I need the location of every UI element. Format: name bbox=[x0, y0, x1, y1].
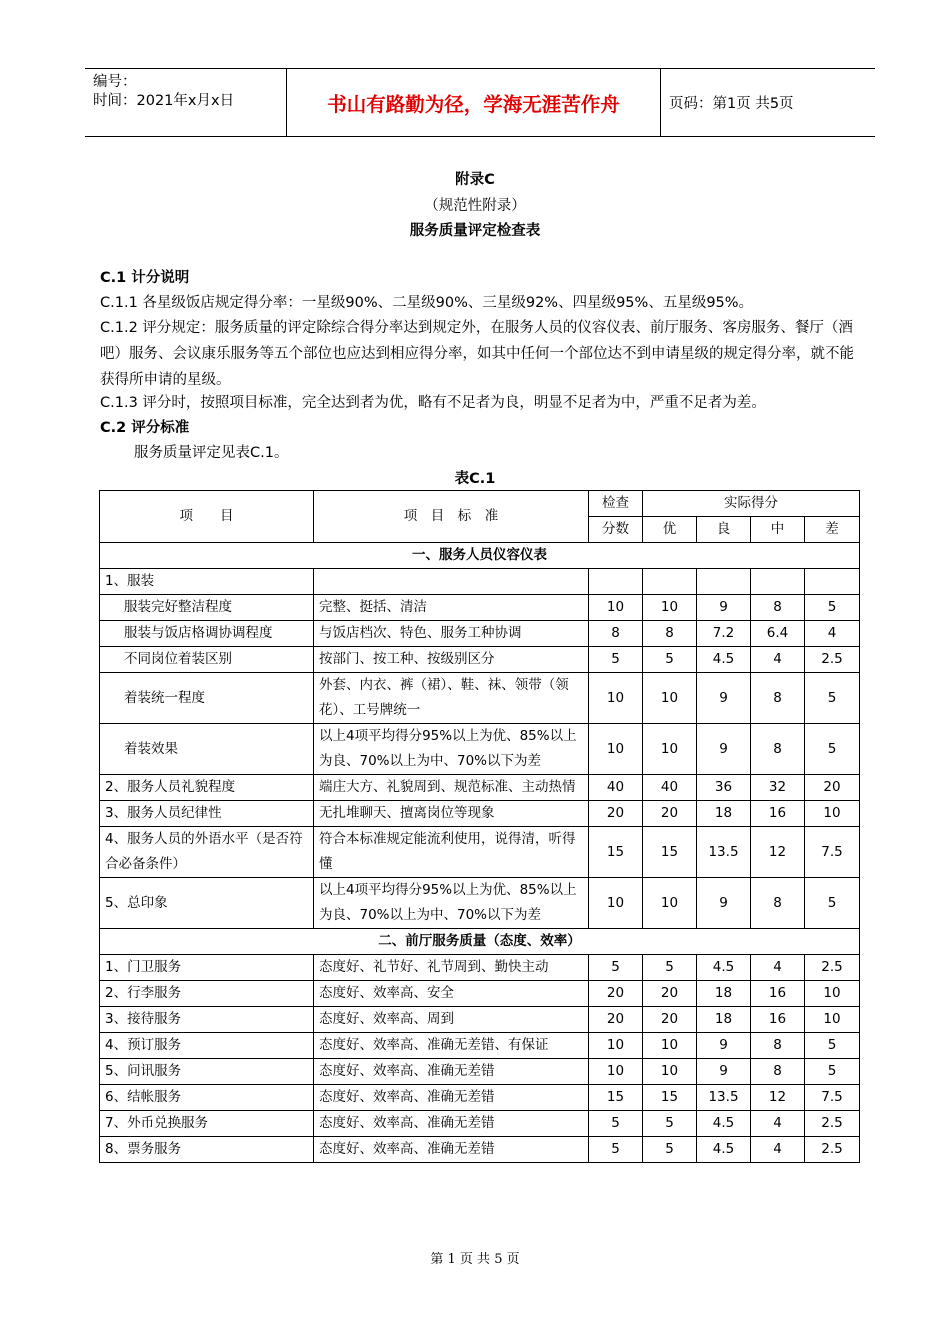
cell-item: 1、服装 bbox=[100, 569, 314, 595]
cell-poor: 5 bbox=[805, 1033, 860, 1059]
cell-score: 15 bbox=[589, 827, 643, 878]
header-slogan: 书山有路勤为径，学海无涯苦作舟 bbox=[286, 69, 661, 136]
cell-poor: 7.5 bbox=[805, 1085, 860, 1111]
cell-poor: 5 bbox=[805, 878, 860, 929]
cell-medium: 16 bbox=[751, 1007, 805, 1033]
cell-poor: 2.5 bbox=[805, 955, 860, 981]
cell-good: 9 bbox=[697, 878, 751, 929]
cell-poor: 2.5 bbox=[805, 1111, 860, 1137]
page-footer: 第 1 页 共 5 页 bbox=[430, 1252, 520, 1267]
cell-excellent: 5 bbox=[643, 647, 697, 673]
header-medium: 中 bbox=[751, 517, 805, 543]
cell-item: 2、服务人员礼貌程度 bbox=[100, 775, 314, 801]
header-time: 时间：2021年x月x日 bbox=[93, 93, 235, 109]
cell-medium: 8 bbox=[751, 673, 805, 724]
table-row bbox=[100, 1085, 860, 1111]
cell-poor bbox=[805, 569, 860, 595]
cell-score: 20 bbox=[589, 1007, 643, 1033]
table-row bbox=[100, 775, 860, 801]
cell-item: 8、票务服务 bbox=[100, 1137, 314, 1163]
cell-item: 4、预订服务 bbox=[100, 1033, 314, 1059]
cell-item: 服装完好整洁程度 bbox=[100, 595, 314, 621]
cell-standard: 态度好、效率高、准确无差错 bbox=[314, 1137, 589, 1163]
cell-good bbox=[697, 569, 751, 595]
cell-score: 10 bbox=[589, 673, 643, 724]
cell-standard: 外套、内衣、裤（裙）、鞋、袜、领带（领花）、工号牌统一 bbox=[314, 673, 589, 724]
cell-excellent: 5 bbox=[643, 1111, 697, 1137]
table-row bbox=[100, 878, 860, 929]
cell-poor: 4 bbox=[805, 621, 860, 647]
header-number: 编号： bbox=[93, 74, 137, 90]
cell-score bbox=[589, 569, 643, 595]
cell-medium bbox=[751, 569, 805, 595]
cell-standard: 符合本标准规定能流利使用，说得清，听得懂 bbox=[314, 827, 589, 878]
section-c1-heading: C.1 计分说明 bbox=[100, 270, 190, 286]
table-row bbox=[100, 981, 860, 1007]
paragraph-c2: 服务质量评定见表C.1。 bbox=[134, 445, 289, 461]
cell-medium: 4 bbox=[751, 1111, 805, 1137]
cell-excellent: 5 bbox=[643, 955, 697, 981]
cell-excellent: 10 bbox=[643, 878, 697, 929]
cell-standard: 态度好、效率高、准确无差错 bbox=[314, 1059, 589, 1085]
cell-excellent: 5 bbox=[643, 1137, 697, 1163]
cell-item: 3、接待服务 bbox=[100, 1007, 314, 1033]
cell-score: 5 bbox=[589, 955, 643, 981]
cell-good: 18 bbox=[697, 801, 751, 827]
cell-item: 6、结帐服务 bbox=[100, 1085, 314, 1111]
cell-poor: 20 bbox=[805, 775, 860, 801]
table-row bbox=[100, 955, 860, 981]
cell-poor: 5 bbox=[805, 1059, 860, 1085]
cell-medium: 8 bbox=[751, 878, 805, 929]
paragraph-c1-3: C.1.3 评分时，按照项目标准，完全达到者为优，略有不足者为良，明显不足者为中，严重不足者为差。 bbox=[100, 395, 766, 411]
cell-standard: 按部门、按工种、按级别区分 bbox=[314, 647, 589, 673]
cell-medium: 32 bbox=[751, 775, 805, 801]
cell-excellent: 15 bbox=[643, 1085, 697, 1111]
cell-item: 不同岗位着装区别 bbox=[100, 647, 314, 673]
appendix-title: 附录C bbox=[455, 172, 495, 188]
cell-standard: 态度好、效率高、准确无差错 bbox=[314, 1111, 589, 1137]
cell-good: 13.5 bbox=[697, 827, 751, 878]
cell-good: 9 bbox=[697, 1059, 751, 1085]
section-c2-heading: C.2 评分标准 bbox=[100, 420, 190, 436]
cell-excellent: 8 bbox=[643, 621, 697, 647]
cell-score: 10 bbox=[589, 1033, 643, 1059]
cell-excellent: 40 bbox=[643, 775, 697, 801]
cell-medium: 12 bbox=[751, 827, 805, 878]
table-row bbox=[100, 724, 860, 775]
header-item: 项 目 bbox=[100, 491, 314, 543]
cell-item: 3、服务人员纪律性 bbox=[100, 801, 314, 827]
cell-good: 9 bbox=[697, 1033, 751, 1059]
cell-item: 1、门卫服务 bbox=[100, 955, 314, 981]
cell-poor: 5 bbox=[805, 673, 860, 724]
page-title: 服务质量评定检查表 bbox=[409, 223, 541, 239]
cell-item: 2、行李服务 bbox=[100, 981, 314, 1007]
cell-poor: 10 bbox=[805, 981, 860, 1007]
cell-excellent: 20 bbox=[643, 981, 697, 1007]
cell-medium: 8 bbox=[751, 1033, 805, 1059]
table-row bbox=[100, 1007, 860, 1033]
section-row-appearance: 一、服务人员仪容仪表 bbox=[100, 543, 860, 569]
cell-item: 着装统一程度 bbox=[100, 673, 314, 724]
cell-score: 10 bbox=[589, 878, 643, 929]
cell-good: 4.5 bbox=[697, 1111, 751, 1137]
cell-excellent: 10 bbox=[643, 673, 697, 724]
cell-standard: 以上4项平均得分95%以上为优、85%以上为良、70%以上为中、70%以下为差 bbox=[314, 724, 589, 775]
cell-standard: 无扎堆聊天、擅离岗位等现象 bbox=[314, 801, 589, 827]
cell-medium: 16 bbox=[751, 801, 805, 827]
cell-good: 36 bbox=[697, 775, 751, 801]
cell-poor: 2.5 bbox=[805, 647, 860, 673]
cell-good: 9 bbox=[697, 595, 751, 621]
cell-medium: 8 bbox=[751, 724, 805, 775]
cell-standard: 态度好、效率高、准确无差错 bbox=[314, 1085, 589, 1111]
cell-good: 4.5 bbox=[697, 1137, 751, 1163]
cell-standard: 态度好、效率高、准确无差错、有保证 bbox=[314, 1033, 589, 1059]
cell-score: 20 bbox=[589, 801, 643, 827]
cell-good: 18 bbox=[697, 981, 751, 1007]
cell-score: 5 bbox=[589, 1111, 643, 1137]
table-row bbox=[100, 569, 860, 595]
cell-poor: 2.5 bbox=[805, 1137, 860, 1163]
section-row-front-desk: 二、前厅服务质量（态度、效率） bbox=[100, 929, 860, 955]
header-excellent: 优 bbox=[643, 517, 697, 543]
cell-medium: 8 bbox=[751, 1059, 805, 1085]
cell-medium: 4 bbox=[751, 955, 805, 981]
cell-item: 4、服务人员的外语水平（是否符合必备条件） bbox=[100, 827, 314, 878]
header-actual-score: 实际得分 bbox=[643, 491, 860, 517]
header-poor: 差 bbox=[805, 517, 860, 543]
cell-standard: 态度好、效率高、安全 bbox=[314, 981, 589, 1007]
table-caption: 表C.1 bbox=[454, 471, 496, 487]
header-standard: 项 目 标 准 bbox=[314, 491, 589, 543]
cell-poor: 7.5 bbox=[805, 827, 860, 878]
cell-good: 9 bbox=[697, 673, 751, 724]
table-row bbox=[100, 827, 860, 878]
cell-excellent bbox=[643, 569, 697, 595]
section2-body bbox=[100, 955, 860, 1163]
cell-poor: 5 bbox=[805, 595, 860, 621]
cell-item: 着装效果 bbox=[100, 724, 314, 775]
cell-excellent: 20 bbox=[643, 801, 697, 827]
cell-excellent: 20 bbox=[643, 1007, 697, 1033]
cell-good: 9 bbox=[697, 724, 751, 775]
cell-excellent: 10 bbox=[643, 1059, 697, 1085]
cell-good: 4.5 bbox=[697, 647, 751, 673]
cell-score: 8 bbox=[589, 621, 643, 647]
cell-excellent: 15 bbox=[643, 827, 697, 878]
header-check-score-top: 检查 bbox=[589, 491, 643, 517]
cell-item: 7、外币兑换服务 bbox=[100, 1111, 314, 1137]
appendix-subtitle: （规范性附录） bbox=[424, 198, 526, 214]
cell-poor: 10 bbox=[805, 801, 860, 827]
cell-standard: 态度好、礼节好、礼节周到、勤快主动 bbox=[314, 955, 589, 981]
table-row bbox=[100, 595, 860, 621]
cell-medium: 12 bbox=[751, 1085, 805, 1111]
header-check-score-bottom: 分数 bbox=[589, 517, 643, 543]
cell-score: 15 bbox=[589, 1085, 643, 1111]
cell-good: 7.2 bbox=[697, 621, 751, 647]
paragraph-c1-1: C.1.1 各星级饭店规定得分率：一星级90%、二星级90%、三星级92%、四星级95%、五星级95%。 bbox=[100, 295, 754, 311]
cell-good: 18 bbox=[697, 1007, 751, 1033]
cell-good: 4.5 bbox=[697, 955, 751, 981]
cell-score: 5 bbox=[589, 647, 643, 673]
paragraph-c1-2: C.1.2 评分规定：服务质量的评定除综合得分率达到规定外，在服务人员的仪容仪表、前厅服务、客房服务、餐厅（酒吧）服务、会议康乐服务等五个部位也应达到相应得分率，如其中任何一个部位达不到申请星级的规定得分率，就不能获得所申请的星级。 bbox=[100, 320, 854, 388]
cell-excellent: 10 bbox=[643, 595, 697, 621]
header-page: 页码：第1页 共5页 bbox=[669, 96, 794, 112]
cell-score: 10 bbox=[589, 595, 643, 621]
cell-medium: 4 bbox=[751, 1137, 805, 1163]
cell-poor: 10 bbox=[805, 1007, 860, 1033]
cell-item: 5、问讯服务 bbox=[100, 1059, 314, 1085]
cell-medium: 16 bbox=[751, 981, 805, 1007]
page-header bbox=[85, 68, 875, 137]
cell-standard: 端庄大方、礼貌周到、规范标准、主动热情 bbox=[314, 775, 589, 801]
cell-poor: 5 bbox=[805, 724, 860, 775]
cell-score: 5 bbox=[589, 1137, 643, 1163]
header-meta bbox=[93, 73, 234, 111]
table-row bbox=[100, 647, 860, 673]
cell-good: 13.5 bbox=[697, 1085, 751, 1111]
section1-body bbox=[100, 569, 860, 929]
cell-item: 5、总印象 bbox=[100, 878, 314, 929]
cell-excellent: 10 bbox=[643, 1033, 697, 1059]
table-row bbox=[100, 1033, 860, 1059]
header-good: 良 bbox=[697, 517, 751, 543]
cell-item: 服装与饭店格调协调程度 bbox=[100, 621, 314, 647]
table-row bbox=[100, 1111, 860, 1137]
table-row bbox=[100, 1137, 860, 1163]
cell-medium: 8 bbox=[751, 595, 805, 621]
cell-score: 10 bbox=[589, 724, 643, 775]
cell-medium: 6.4 bbox=[751, 621, 805, 647]
cell-excellent: 10 bbox=[643, 724, 697, 775]
cell-standard: 与饭店档次、特色、服务工种协调 bbox=[314, 621, 589, 647]
cell-medium: 4 bbox=[751, 647, 805, 673]
table-row bbox=[100, 673, 860, 724]
cell-score: 20 bbox=[589, 981, 643, 1007]
cell-standard bbox=[314, 569, 589, 595]
table-row bbox=[100, 621, 860, 647]
table-row bbox=[100, 801, 860, 827]
score-table bbox=[99, 490, 860, 1163]
cell-score: 10 bbox=[589, 1059, 643, 1085]
table-row bbox=[100, 1059, 860, 1085]
cell-score: 40 bbox=[589, 775, 643, 801]
cell-standard: 完整、挺括、清洁 bbox=[314, 595, 589, 621]
cell-standard: 以上4项平均得分95%以上为优、85%以上为良、70%以上为中、70%以下为差 bbox=[314, 878, 589, 929]
cell-standard: 态度好、效率高、周到 bbox=[314, 1007, 589, 1033]
